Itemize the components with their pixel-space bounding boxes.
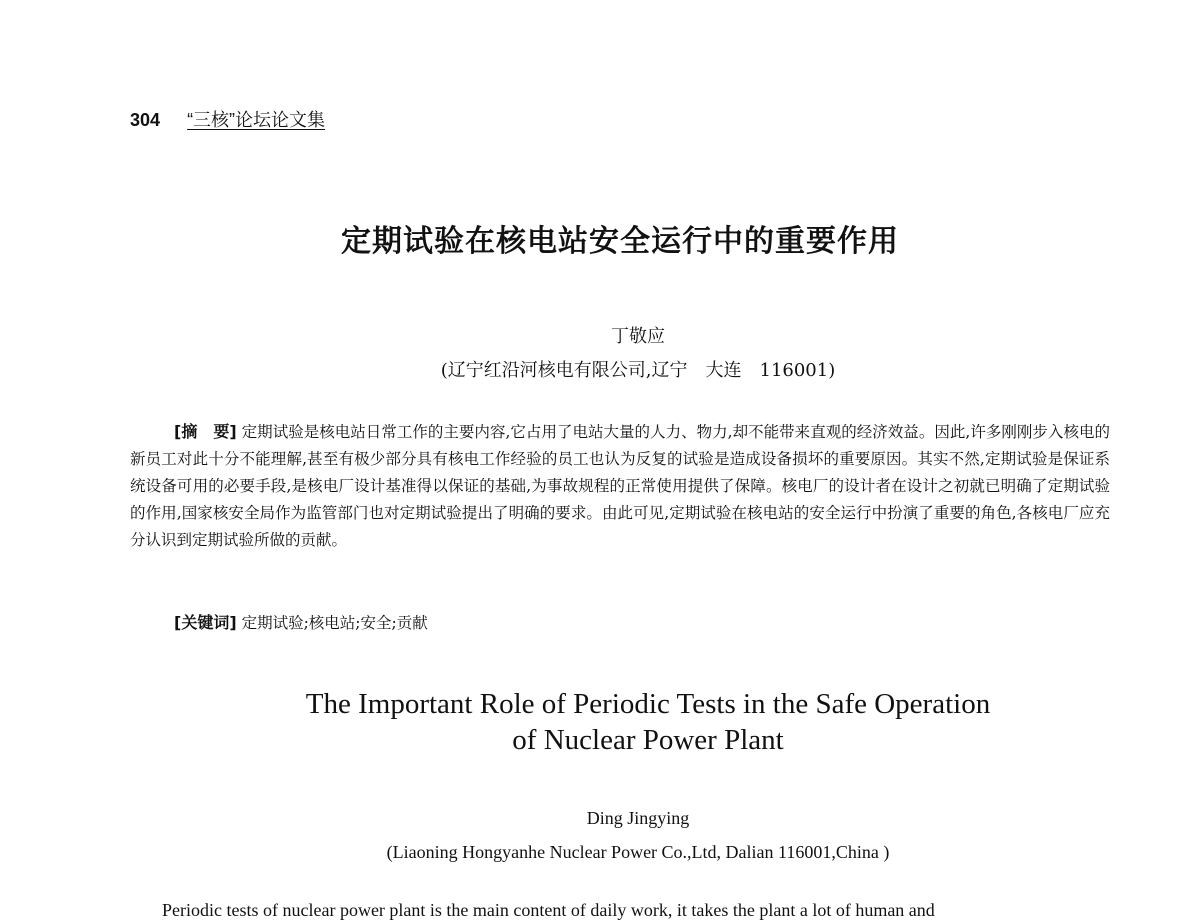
chinese-affiliation: (辽宁红沿河核电有限公司,辽宁 大连 116001)	[440, 360, 836, 381]
english-title-line-2: of Nuclear Power Plant	[512, 724, 784, 756]
english-body-text: Periodic tests of nuclear power plant is the main content of daily work, it takes the plant a lot of human and	[162, 900, 935, 920]
chinese-keywords	[174, 610, 428, 633]
english-author: Ding Jingying	[586, 808, 690, 828]
page-number: 304	[130, 110, 161, 130]
keywords-text: 定期试验;核电站;安全;贡献	[241, 614, 428, 632]
abstract-label: [摘 要]	[174, 422, 237, 441]
chinese-author: 丁敬应	[611, 326, 665, 347]
abstract-text: 定期试验是核电站日常工作的主要内容,它占用了电站大量的人力、物力,却不能带来直观的经济效益。因此,许多刚刚步入核电的新员工对此十分不能理解,甚至有极少部分具有核电工作经验的员工也认为反复的试验是造成设备损坏的重要原因。其实不然,定期试验是保证系统设备可用的必要手段,是核电厂设计基准得以保证的基础,为事故规程的正常使用提供了保障。核电厂的设计者在设计之初就已明确了定期试验的作用,国家核安全局作为监管部门也对定期试验提出了明确的要求。由此可见,定期试验在核电站的安全运行中扮演了重要的角色,各核电厂应充分认识到定期试验所做的贡献。	[130, 423, 1110, 549]
chinese-abstract	[130, 418, 1110, 554]
english-affiliation: (Liaoning Hongyanhe Nuclear Power Co.,Ltd, Dalian 116001,China )	[386, 842, 890, 862]
chinese-title: 定期试验在核电站安全运行中的重要作用	[341, 224, 899, 259]
english-title-line-1: The Important Role of Periodic Tests in the Safe Operation	[305, 688, 991, 720]
collection-title: “三核”论坛论文集	[187, 110, 326, 130]
english-title	[0, 686, 1200, 758]
running-head	[130, 106, 325, 132]
keywords-label: [关键词]	[174, 613, 237, 632]
